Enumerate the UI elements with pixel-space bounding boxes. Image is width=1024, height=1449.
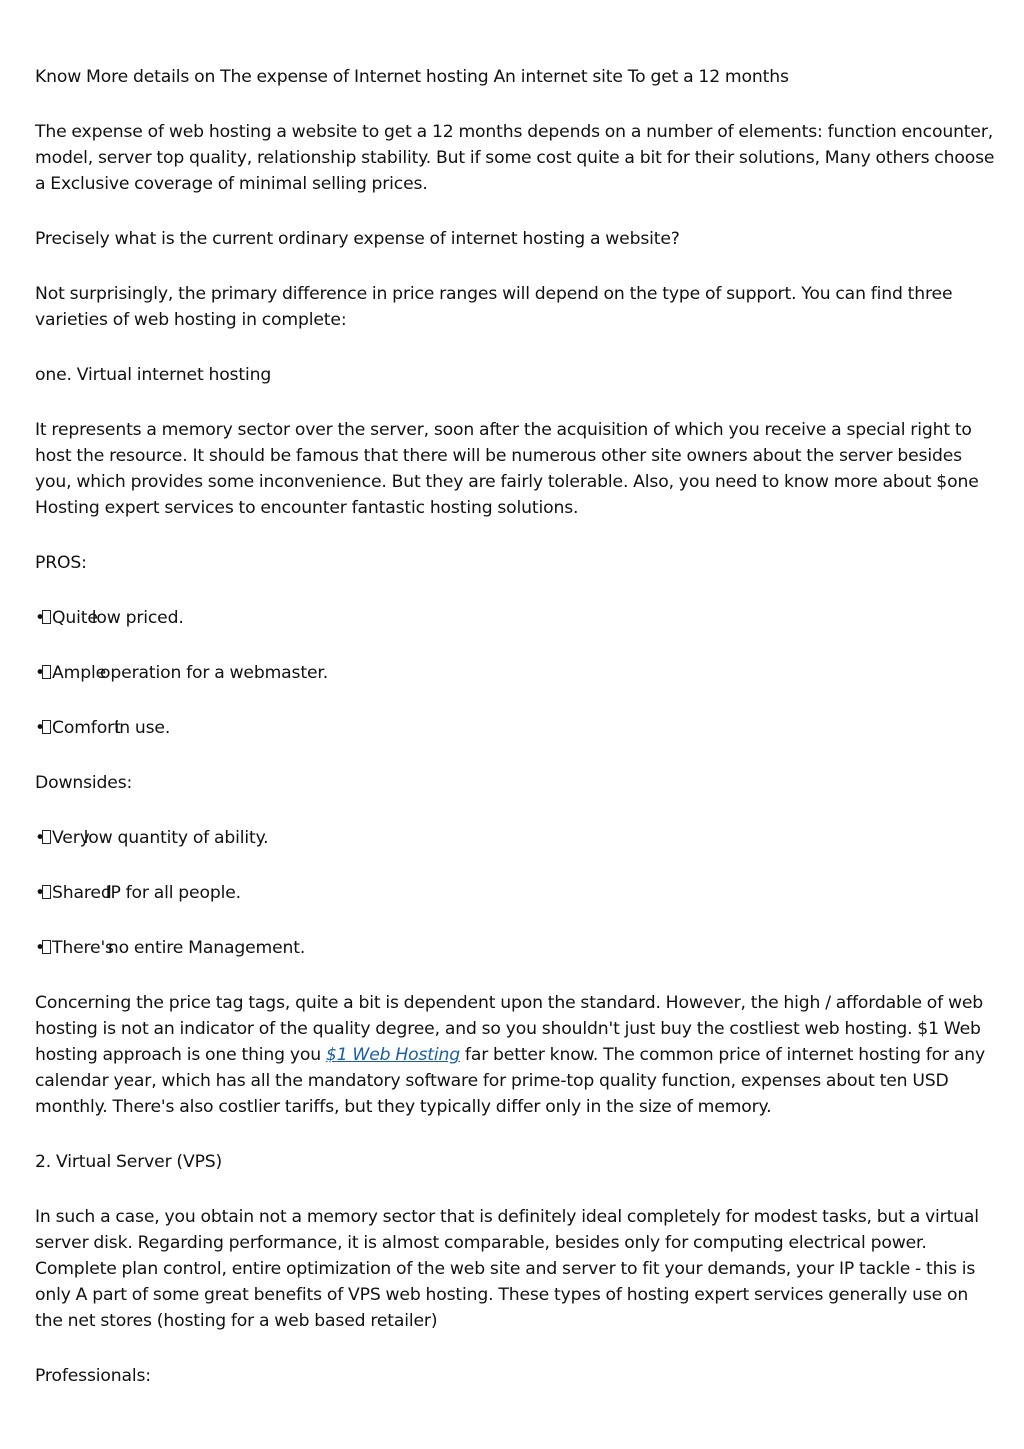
missing-glyph-icon: [42, 940, 51, 954]
question-paragraph: Precisely what is the current ordinary expense of internet hosting a website?: [35, 229, 680, 249]
list-item: • SharedIP for all people.: [35, 883, 241, 903]
list-item: • Comfortin use.: [35, 718, 171, 738]
missing-glyph-icon: [42, 610, 51, 624]
list-item: • Verylow quantity of ability.: [35, 828, 269, 848]
virtual-hosting-paragraph: It represents a memory sector over the server, soon after the acquisition of which you receive a special right to host the resource. It should be famous that there will be numerous other site owners about the server besides you, which provides some inconvenience. But they are fairly tolerable. Also, you need to know more about $one Hosting expert services to encounter fantastic hosting solutions.: [35, 420, 979, 518]
article-body: [35, 64, 995, 1418]
section-virtual-hosting: one. Virtual internet hosting: [35, 365, 272, 385]
missing-glyph-icon: [42, 665, 51, 679]
missing-glyph-icon: [42, 830, 51, 844]
vps-paragraph: In such a case, you obtain not a memory sector that is definitely ideal completely for modest tasks, but a virtual server disk. Regarding performance, it is almost comparable, besides only for computing electrical power. Complete plan control, entire optimization of the web site and server to fit your demands, your IP tackle - this is only A part of some great benefits of VPS web hosting. These types of hosting expert services generally use on the net stores (hosting for a web based retailer): [35, 1207, 979, 1331]
section-vps: 2. Virtual Server (VPS): [35, 1152, 223, 1172]
pros-heading: PROS:: [35, 553, 87, 573]
article-title: Know More details on The expense of Internet hosting An internet site To get a 12 months: [35, 67, 789, 87]
pricing-paragraph: Concerning the price tag tags, quite a bit is dependent upon the standard. However, the high / affordable of web hosting is not an indicator of the quality degree, and so you shouldn't just buy the costliest web hosting. $1 Web hosting approach is one thing you $1 Web Hosting far better know. The common price of internet hosting for any calendar year, which has all the mandatory software for prime-top quality function, expenses about ten USD monthly. There's also costlier tariffs, but they typically differ only in the size of memory.: [35, 993, 985, 1117]
list-item: • There'sno entire Management.: [35, 938, 306, 958]
intro-paragraph: The expense of web hosting a website to get a 12 months depends on a number of elements: function encounter, model, server top quality, relationship stability. But if some cost quite a bit for their solutions, Many others choose a Exclusive coverage of minimal selling prices.: [35, 122, 995, 194]
missing-glyph-icon: [42, 720, 51, 734]
types-paragraph: Not surprisingly, the primary difference in price ranges will depend on the type of support. You can find three varieties of web hosting in complete:: [35, 284, 953, 330]
web-hosting-link[interactable]: $1 Web Hosting: [325, 1045, 460, 1065]
cons-heading: Downsides:: [35, 773, 133, 793]
list-item: • Ampleoperation for a webmaster.: [35, 663, 329, 683]
professionals-heading: Professionals:: [35, 1366, 151, 1386]
missing-glyph-icon: [42, 885, 51, 899]
list-item: • Quitelow priced.: [35, 608, 184, 628]
